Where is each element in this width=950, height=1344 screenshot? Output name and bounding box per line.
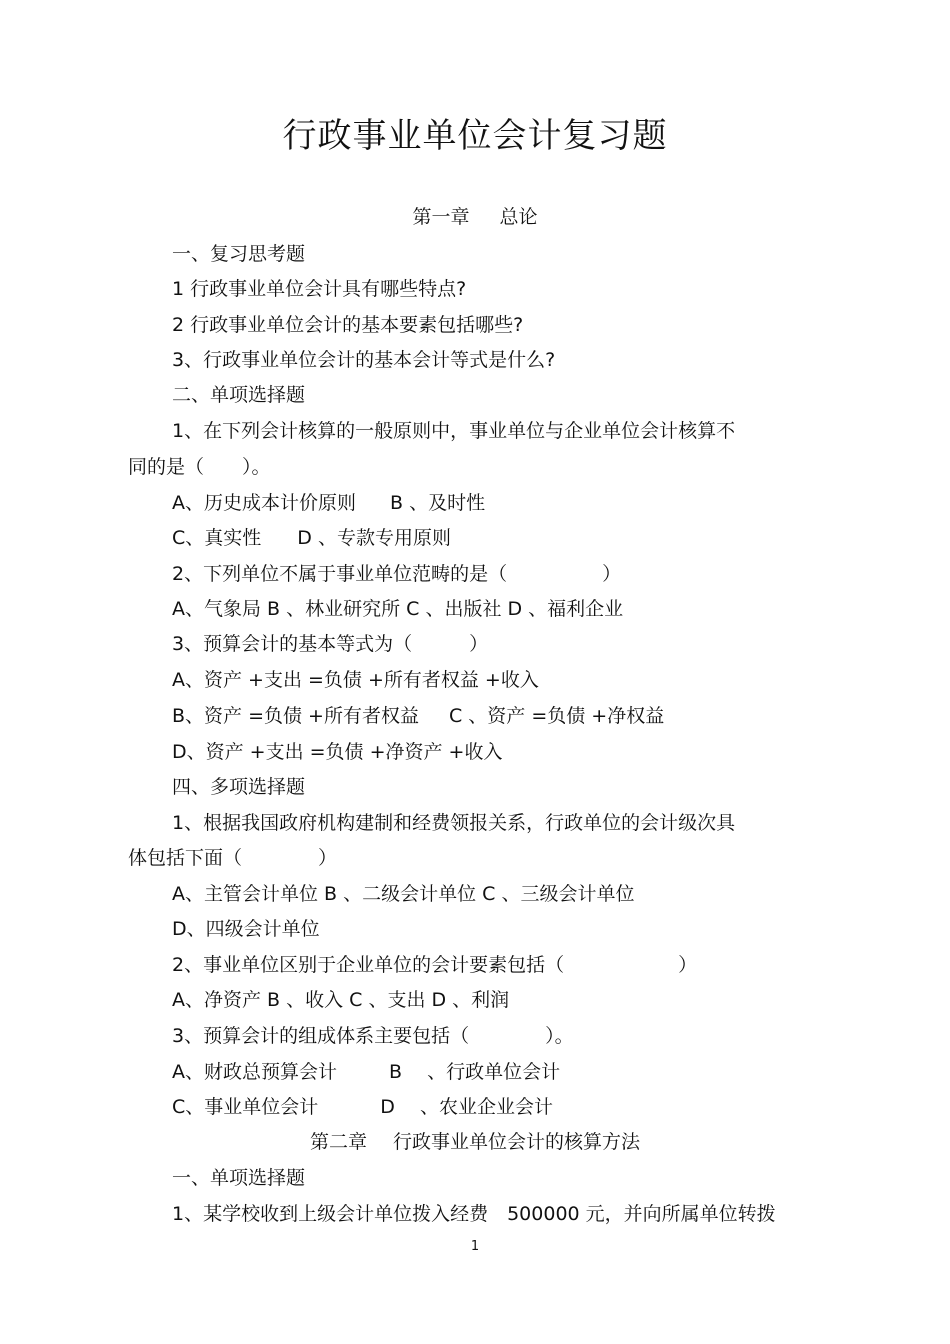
chapter-1-heading <box>0 203 950 231</box>
single-q2-options: A、气象局 B 、林业研究所 C 、出版社 D 、福利企业 <box>172 598 624 620</box>
review-question-2: 2 行政事业单位会计的基本要素包括哪些? <box>172 314 524 336</box>
multi-q2: 2、事业单位区别于企业单位的会计要素包括（ ） <box>172 954 698 976</box>
chapter-1-name: 总论 <box>499 206 538 228</box>
multi-q1-option-d: D、四级会计单位 <box>172 918 320 940</box>
section-heading-ch2-single-choice: 一、单项选择题 <box>172 1167 306 1189</box>
multi-q1-options-abc: A、主管会计单位 B 、二级会计单位 C 、三级会计单位 <box>172 883 635 905</box>
chapter-2-heading <box>0 1128 950 1156</box>
single-q1-option-a: A、历史成本计价原则 <box>172 492 356 514</box>
single-q3: 3、预算会计的基本等式为（ ） <box>172 633 489 655</box>
single-q3-option-a: A、资产 +支出 =负债 +所有者权益 +收入 <box>172 669 539 691</box>
multi-q1-line2: 体包括下面（ ） <box>128 847 338 869</box>
single-q3-option-d: D、资产 +支出 =负债 +净资产 +收入 <box>172 741 503 763</box>
multi-q2-options: A、净资产 B 、收入 C 、支出 D 、利润 <box>172 989 510 1011</box>
chapter-1-label: 第一章 <box>412 206 470 228</box>
single-q3-options-bc <box>172 702 664 730</box>
single-q1-line2: 同的是（ ）。 <box>128 456 271 478</box>
single-q1-options-ab <box>172 489 485 517</box>
single-q1-option-b: B 、及时性 <box>390 492 486 514</box>
multi-q3-options-ab <box>172 1058 560 1086</box>
single-q1-option-d: D 、专款专用原则 <box>297 527 451 549</box>
single-q2: 2、下列单位不属于事业单位范畴的是（ ） <box>172 563 622 585</box>
multi-q3-option-c: C、事业单位会计 <box>172 1096 319 1118</box>
document-title: 行政事业单位会计复习题 <box>282 116 668 156</box>
multi-q3-option-a: A、财政总预算会计 <box>172 1061 337 1083</box>
single-q3-option-c: C 、资产 =负债 +净权益 <box>448 705 665 727</box>
multi-q3-option-d: D 、农业企业会计 <box>380 1096 553 1118</box>
section-heading-review: 一、复习思考题 <box>172 243 306 265</box>
review-question-3: 3、行政事业单位会计的基本会计等式是什么? <box>172 349 556 371</box>
section-heading-single-choice: 二、单项选择题 <box>172 384 306 406</box>
single-q1-line1: 1、在下列会计核算的一般原则中，事业单位与企业单位会计核算不 <box>172 420 736 442</box>
multi-q3: 3、预算会计的组成体系主要包括（ ）。 <box>172 1025 574 1047</box>
multi-q3-options-cd <box>172 1093 553 1121</box>
single-q1-options-cd <box>172 524 451 552</box>
chapter-2-name: 行政事业单位会计的核算方法 <box>393 1131 641 1153</box>
single-q3-option-b: B、资产 =负债 +所有者权益 <box>172 705 419 727</box>
page-number: 1 <box>470 1239 480 1254</box>
section-heading-multi-choice: 四、多项选择题 <box>172 776 306 798</box>
ch2-single-q1-line1: 1、某学校收到上级会计单位拨入经费 500000 元，并向所属单位转拨 <box>172 1203 776 1225</box>
review-question-1: 1 行政事业单位会计具有哪些特点? <box>172 278 467 300</box>
multi-q1-line1: 1、根据我国政府机构建制和经费领报关系，行政单位的会计级次具 <box>172 812 736 834</box>
single-q1-option-c: C、真实性 <box>172 527 262 549</box>
chapter-2-label: 第二章 <box>309 1131 367 1153</box>
multi-q3-option-b: B 、行政单位会计 <box>389 1061 561 1083</box>
